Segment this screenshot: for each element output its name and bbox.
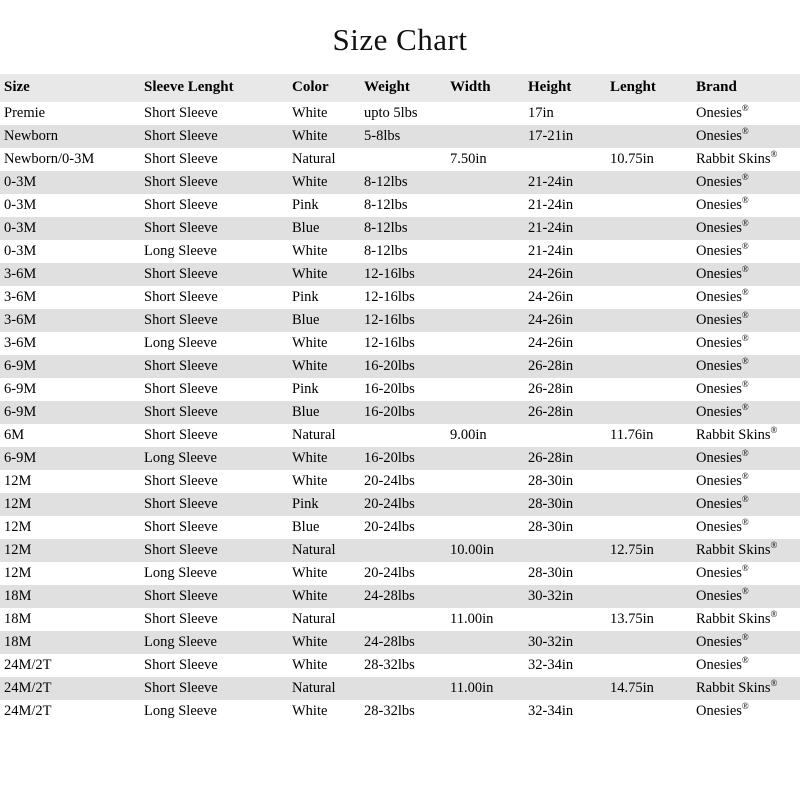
table-cell: Onesies® <box>696 632 749 650</box>
table-cell: 3-6M <box>4 289 37 305</box>
table-cell: Natural <box>292 151 336 167</box>
table-cell: 0-3M <box>4 243 37 259</box>
table-cell: 21-24in <box>528 220 574 236</box>
table-cell: 12M <box>4 496 32 512</box>
table-cell <box>524 539 606 562</box>
table-cell: Onesies® <box>696 310 749 328</box>
table-cell: Long Sleeve <box>144 703 217 719</box>
table-cell: 30-32in <box>528 588 574 604</box>
registered-trademark-icon: ® <box>741 333 749 344</box>
table-cell: 28-30in <box>528 496 574 512</box>
table-cell <box>606 309 692 332</box>
table-cell: Onesies® <box>696 517 749 535</box>
page-title: Size Chart <box>332 22 468 57</box>
table-row <box>0 516 800 539</box>
table-row <box>0 217 800 240</box>
table-cell: White <box>292 128 328 144</box>
table-cell: Natural <box>292 611 336 627</box>
column-header-width: Width <box>446 74 524 102</box>
table-cell: 21-24in <box>528 243 574 259</box>
table-cell: 26-28in <box>528 404 574 420</box>
table-row <box>0 424 800 447</box>
table-cell <box>446 378 524 401</box>
table-cell: 10.00in <box>450 542 494 558</box>
table-cell: 5-8lbs <box>364 128 401 144</box>
registered-trademark-icon: ® <box>741 494 749 505</box>
table-cell: White <box>292 473 328 489</box>
table-cell: Onesies® <box>696 494 749 512</box>
registered-trademark-icon: ® <box>770 540 778 551</box>
table-cell: 10.75in <box>610 151 654 167</box>
table-cell: White <box>292 266 328 282</box>
size-chart-table <box>0 74 800 723</box>
table-cell: 6-9M <box>4 381 37 397</box>
table-cell <box>606 654 692 677</box>
table-cell: Onesies® <box>696 126 749 144</box>
registered-trademark-icon: ® <box>741 241 749 252</box>
table-row <box>0 148 800 171</box>
table-cell: 16-20lbs <box>364 358 415 374</box>
registered-trademark-icon: ® <box>770 609 778 620</box>
table-cell: 30-32in <box>528 634 574 650</box>
table-cell <box>606 401 692 424</box>
table-cell <box>446 470 524 493</box>
table-cell <box>446 171 524 194</box>
registered-trademark-icon: ® <box>741 471 749 482</box>
table-cell <box>360 424 446 447</box>
table-row <box>0 240 800 263</box>
table-cell: Onesies® <box>696 701 749 719</box>
table-cell <box>606 171 692 194</box>
table-cell <box>446 102 524 125</box>
table-cell: 16-20lbs <box>364 404 415 420</box>
table-row <box>0 631 800 654</box>
table-cell <box>446 263 524 286</box>
table-cell: 18M <box>4 634 32 650</box>
table-cell: 24-26in <box>528 266 574 282</box>
table-cell: White <box>292 105 328 121</box>
table-row <box>0 286 800 309</box>
table-cell: Short Sleeve <box>144 151 218 167</box>
table-cell: Short Sleeve <box>144 588 218 604</box>
table-cell: 3-6M <box>4 312 37 328</box>
table-cell: 13.75in <box>610 611 654 627</box>
table-cell: Short Sleeve <box>144 105 218 121</box>
table-cell <box>606 125 692 148</box>
table-cell: Onesies® <box>696 379 749 397</box>
table-cell: 11.00in <box>450 680 494 696</box>
table-row <box>0 263 800 286</box>
table-cell: 12-16lbs <box>364 335 415 351</box>
table-cell: 24M/2T <box>4 703 52 719</box>
table-cell: 24M/2T <box>4 657 52 673</box>
table-cell: Pink <box>292 496 319 512</box>
table-cell <box>446 516 524 539</box>
table-cell <box>606 700 692 723</box>
registered-trademark-icon: ® <box>770 425 778 436</box>
table-cell: 32-34in <box>528 657 574 673</box>
registered-trademark-icon: ® <box>741 402 749 413</box>
table-cell <box>606 470 692 493</box>
table-row <box>0 194 800 217</box>
table-cell: 6-9M <box>4 404 37 420</box>
table-cell: Newborn/0-3M <box>4 151 95 167</box>
table-cell: Onesies® <box>696 402 749 420</box>
table-cell: 24-26in <box>528 289 574 305</box>
table-row <box>0 332 800 355</box>
table-cell: Long Sleeve <box>144 335 217 351</box>
column-header-size: Size <box>0 74 140 102</box>
table-cell: White <box>292 450 328 466</box>
table-cell <box>446 562 524 585</box>
table-cell <box>606 493 692 516</box>
table-cell: Short Sleeve <box>144 680 218 696</box>
table-cell: 3-6M <box>4 335 37 351</box>
table-cell: 16-20lbs <box>364 381 415 397</box>
table-header-row <box>0 74 800 102</box>
table-cell: Onesies® <box>696 563 749 581</box>
table-cell: Blue <box>292 312 320 328</box>
registered-trademark-icon: ® <box>741 103 749 114</box>
registered-trademark-icon: ® <box>741 655 749 666</box>
table-row <box>0 355 800 378</box>
table-cell: 12M <box>4 565 32 581</box>
table-cell: Onesies® <box>696 264 749 282</box>
table-cell: 28-30in <box>528 565 574 581</box>
table-cell: Short Sleeve <box>144 266 218 282</box>
table-row <box>0 585 800 608</box>
table-cell: Short Sleeve <box>144 174 218 190</box>
table-cell: Onesies® <box>696 241 749 259</box>
table-cell: Short Sleeve <box>144 197 218 213</box>
table-cell <box>446 217 524 240</box>
table-cell: Short Sleeve <box>144 542 218 558</box>
table-cell: 20-24lbs <box>364 565 415 581</box>
table-cell: Short Sleeve <box>144 427 218 443</box>
table-cell <box>360 608 446 631</box>
table-cell: White <box>292 703 328 719</box>
table-cell <box>606 286 692 309</box>
registered-trademark-icon: ® <box>741 448 749 459</box>
table-cell <box>524 608 606 631</box>
table-cell: 28-32lbs <box>364 657 415 673</box>
table-cell: Onesies® <box>696 103 749 121</box>
table-row <box>0 700 800 723</box>
table-cell: 32-34in <box>528 703 574 719</box>
table-cell: Short Sleeve <box>144 289 218 305</box>
registered-trademark-icon: ® <box>770 149 778 160</box>
table-cell <box>446 332 524 355</box>
table-cell: Pink <box>292 381 319 397</box>
table-cell <box>446 654 524 677</box>
table-cell: Onesies® <box>696 195 749 213</box>
table-cell <box>606 631 692 654</box>
table-cell: Short Sleeve <box>144 312 218 328</box>
table-cell <box>606 585 692 608</box>
column-header-lenght: Lenght <box>606 74 692 102</box>
table-cell: 12-16lbs <box>364 266 415 282</box>
table-row <box>0 562 800 585</box>
table-row <box>0 654 800 677</box>
table-cell: Blue <box>292 519 320 535</box>
registered-trademark-icon: ® <box>741 586 749 597</box>
table-cell: White <box>292 335 328 351</box>
table-cell: Rabbit Skins® <box>696 678 778 696</box>
table-cell: Onesies® <box>696 172 749 190</box>
table-cell: 12M <box>4 542 32 558</box>
table-cell <box>524 424 606 447</box>
registered-trademark-icon: ® <box>741 218 749 229</box>
table-cell: 8-12lbs <box>364 197 408 213</box>
table-cell: Pink <box>292 289 319 305</box>
column-header-weight: Weight <box>360 74 446 102</box>
table-cell: Onesies® <box>696 333 749 351</box>
table-cell: 11.76in <box>610 427 654 443</box>
registered-trademark-icon: ® <box>741 195 749 206</box>
table-cell <box>606 194 692 217</box>
table-cell: Short Sleeve <box>144 404 218 420</box>
table-cell: White <box>292 358 328 374</box>
table-cell: 26-28in <box>528 450 574 466</box>
table-cell: Short Sleeve <box>144 220 218 236</box>
table-cell: Natural <box>292 427 336 443</box>
registered-trademark-icon: ® <box>741 126 749 137</box>
registered-trademark-icon: ® <box>741 379 749 390</box>
table-cell <box>524 677 606 700</box>
table-row <box>0 470 800 493</box>
table-cell: 20-24lbs <box>364 496 415 512</box>
table-cell: 0-3M <box>4 197 37 213</box>
table-cell <box>446 125 524 148</box>
table-cell: Natural <box>292 680 336 696</box>
table-cell: 17in <box>528 105 554 121</box>
table-row <box>0 447 800 470</box>
table-cell <box>446 447 524 470</box>
table-cell <box>446 194 524 217</box>
table-cell <box>606 332 692 355</box>
table-row <box>0 539 800 562</box>
table-cell: 20-24lbs <box>364 473 415 489</box>
table-cell <box>446 240 524 263</box>
table-cell: 28-30in <box>528 473 574 489</box>
table-cell <box>446 585 524 608</box>
table-cell: 16-20lbs <box>364 450 415 466</box>
column-header-color: Color <box>288 74 360 102</box>
table-cell: 18M <box>4 611 32 627</box>
table-cell: 24-28lbs <box>364 634 415 650</box>
table-body <box>0 102 800 723</box>
table-cell: 7.50in <box>450 151 487 167</box>
table-cell: Onesies® <box>696 218 749 236</box>
table-cell: 14.75in <box>610 680 654 696</box>
table-cell <box>606 240 692 263</box>
table-cell: White <box>292 565 328 581</box>
table-cell <box>606 516 692 539</box>
table-cell <box>606 217 692 240</box>
table-cell <box>606 102 692 125</box>
table-cell: Short Sleeve <box>144 381 218 397</box>
table-cell: 6-9M <box>4 450 37 466</box>
table-cell <box>606 263 692 286</box>
table-cell: Short Sleeve <box>144 657 218 673</box>
table-cell: Rabbit Skins® <box>696 540 778 558</box>
table-cell: White <box>292 657 328 673</box>
table-row <box>0 171 800 194</box>
table-cell <box>446 631 524 654</box>
table-row <box>0 125 800 148</box>
registered-trademark-icon: ® <box>741 172 749 183</box>
table-row <box>0 309 800 332</box>
table-cell: Premie <box>4 105 46 121</box>
registered-trademark-icon: ® <box>741 287 749 298</box>
table-cell <box>446 401 524 424</box>
table-cell: Onesies® <box>696 356 749 374</box>
table-cell: 0-3M <box>4 174 37 190</box>
table-cell: Short Sleeve <box>144 496 218 512</box>
table-cell: upto 5lbs <box>364 105 418 121</box>
table-cell <box>360 148 446 171</box>
table-cell: Newborn <box>4 128 58 144</box>
table-cell: Natural <box>292 542 336 558</box>
table-cell: Onesies® <box>696 586 749 604</box>
table-cell: White <box>292 174 328 190</box>
column-header-height: Height <box>524 74 606 102</box>
table-cell: Onesies® <box>696 448 749 466</box>
table-row <box>0 401 800 424</box>
table-cell <box>606 562 692 585</box>
table-cell: Long Sleeve <box>144 450 217 466</box>
registered-trademark-icon: ® <box>741 356 749 367</box>
table-cell: Pink <box>292 197 319 213</box>
table-cell <box>446 355 524 378</box>
table-cell <box>446 493 524 516</box>
table-cell: Long Sleeve <box>144 634 217 650</box>
table-cell <box>446 309 524 332</box>
table-cell: Onesies® <box>696 287 749 305</box>
table-cell: 24-26in <box>528 312 574 328</box>
table-cell: 8-12lbs <box>364 220 408 236</box>
table-row <box>0 608 800 631</box>
registered-trademark-icon: ® <box>741 701 749 712</box>
table-cell: 28-30in <box>528 519 574 535</box>
registered-trademark-icon: ® <box>741 632 749 643</box>
table-cell <box>606 447 692 470</box>
table-cell <box>360 677 446 700</box>
table-cell: 20-24lbs <box>364 519 415 535</box>
table-cell <box>360 539 446 562</box>
table-row <box>0 493 800 516</box>
registered-trademark-icon: ® <box>741 264 749 275</box>
table-cell: 24M/2T <box>4 680 52 696</box>
table-cell: 3-6M <box>4 266 37 282</box>
table-cell: White <box>292 634 328 650</box>
table-cell <box>524 148 606 171</box>
table-cell: 21-24in <box>528 197 574 213</box>
table-cell: 26-28in <box>528 358 574 374</box>
table-cell: 28-32lbs <box>364 703 415 719</box>
registered-trademark-icon: ® <box>770 678 778 689</box>
table-cell: 12.75in <box>610 542 654 558</box>
table-row <box>0 378 800 401</box>
table-cell: 6-9M <box>4 358 37 374</box>
table-cell: 18M <box>4 588 32 604</box>
table-cell <box>606 355 692 378</box>
table-cell: 17-21in <box>528 128 574 144</box>
table-cell: Short Sleeve <box>144 128 218 144</box>
table-cell: Short Sleeve <box>144 519 218 535</box>
table-cell: Rabbit Skins® <box>696 149 778 167</box>
table-row <box>0 677 800 700</box>
table-cell: 24-28lbs <box>364 588 415 604</box>
registered-trademark-icon: ® <box>741 310 749 321</box>
registered-trademark-icon: ® <box>741 563 749 574</box>
table-cell: Short Sleeve <box>144 611 218 627</box>
table-cell: 8-12lbs <box>364 243 408 259</box>
registered-trademark-icon: ® <box>741 517 749 528</box>
table-cell: Short Sleeve <box>144 358 218 374</box>
table-cell: 11.00in <box>450 611 494 627</box>
table-cell: Rabbit Skins® <box>696 425 778 443</box>
table-cell: 12-16lbs <box>364 312 415 328</box>
table-cell <box>606 378 692 401</box>
table-cell: Onesies® <box>696 655 749 673</box>
table-cell: Long Sleeve <box>144 565 217 581</box>
table-cell: 8-12lbs <box>364 174 408 190</box>
table-cell: Blue <box>292 404 320 420</box>
table-cell <box>446 286 524 309</box>
table-cell: White <box>292 243 328 259</box>
table-cell: Blue <box>292 220 320 236</box>
table-header <box>0 74 800 102</box>
table-cell: 6M <box>4 427 25 443</box>
table-cell: 21-24in <box>528 174 574 190</box>
table-cell <box>446 700 524 723</box>
table-cell: 26-28in <box>528 381 574 397</box>
table-cell: 0-3M <box>4 220 37 236</box>
table-cell: 12-16lbs <box>364 289 415 305</box>
table-cell: White <box>292 588 328 604</box>
column-header-brand: Brand <box>692 74 800 102</box>
table-cell: 12M <box>4 519 32 535</box>
table-row <box>0 102 800 125</box>
table-cell: 12M <box>4 473 32 489</box>
column-header-sleeve-lenght: Sleeve Lenght <box>140 74 288 102</box>
table-cell: Rabbit Skins® <box>696 609 778 627</box>
table-cell: Long Sleeve <box>144 243 217 259</box>
table-cell: 9.00in <box>450 427 487 443</box>
table-cell: Onesies® <box>696 471 749 489</box>
table-cell: 24-26in <box>528 335 574 351</box>
table-cell: Short Sleeve <box>144 473 218 489</box>
